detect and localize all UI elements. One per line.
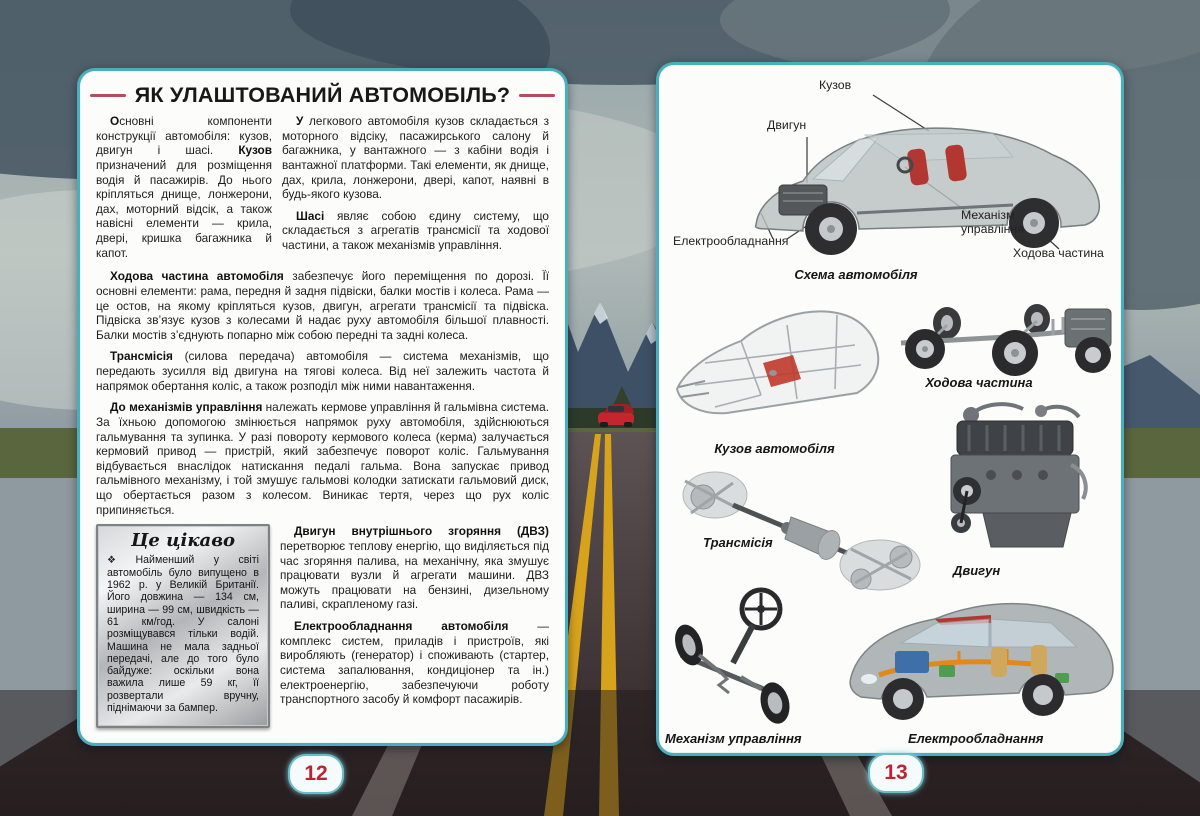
engine-photo [931, 395, 1099, 557]
electrical-photo [839, 581, 1119, 731]
bottom-columns [96, 524, 549, 728]
schema-label-elektro: Електрообладнання [673, 234, 789, 248]
car-schema-figure [661, 73, 1121, 285]
fact-box [96, 524, 270, 728]
body-frame-caption: Кузов автомобіля [714, 441, 835, 456]
page-title-row [96, 83, 549, 108]
page-title: ЯК УЛАШТОВАНИЙ АВТОМОБІЛЬ? [134, 83, 511, 107]
engine-caption: Двигун [953, 563, 1001, 578]
paragraph-khodova: Ходова частина автомобіля забезпечує його переміщення по дорозі. Її основні елементи: рама, передня й задня підвіски, балки мостів і колеса. Рама — це остов, на якому кріпляться кузов, двигун, агрегати трансмісії та підвіска. Підвіска зв’язує кузов з колесами й надає руху автомобіля більшої плавності. Балки мостів з’єднують попарно між собою передні та задні колеса. [96, 269, 550, 342]
steering-caption: Механізм управління [665, 731, 802, 746]
fact-box-text: ❖ Найменший у світі автомобіль було випущено в 1962 р. у Великій Британії. Його довжина — 134 см, ширина — 99 см, швидкість — 61 км/год. У салоні розміщувався тільки водій. Машина не мала задньої передачі, але до того було байдуже: оскільки вона важила лише 59 кг, її розвертали вручну, піднімаючи за бампер. [107, 554, 259, 714]
body-frame-photo [665, 293, 883, 438]
schema-label-dvyhun: Двигун [767, 118, 807, 132]
schema-label-mekhanizm: Механізм управління [961, 208, 1024, 236]
paragraph-components: Основні компоненти конструкції автомобіля: кузов, двигун і шасі. Кузов призначений для розміщення водія й пасажирів. До нього кріпляться днище, лонжерони, дах, моторний відсік, а також навісні елементи — крила, двері, кришка багажника й капот. [96, 114, 272, 260]
paragraph-mekhanizmy: До механізмів управління належать кермове управління й гальмівна система. За їхньою допомогою змінюється напрямок руху автомобіля, здійснюються гальмування та зупинка. У разі повороту кермового колеса (керма) залучається кермовий привод — пристрій, який забезпечує поворот коліс. Гальмування відбувається внаслідок натискання педалі гальма. Вона запускає привод гальмівного механізму, і той змушує гальмові колодки затискати гальмовий диск, що обертається разом з колесом. Виникає тертя, через що рух коліс припиняється. [96, 400, 549, 517]
title-dash-right [519, 94, 555, 97]
chassis-photo [887, 297, 1117, 379]
page-number-right: 13 [868, 753, 924, 793]
steering-photo [661, 585, 816, 727]
chassis-caption: Ходова частина [925, 375, 1033, 390]
right-page [656, 62, 1124, 756]
paragraph-elektro: Електрообладнання автомобіля — комплекс систем, приладів і пристроїв, які виробляють (генератор) і споживають (стартер, система запалювання, кондиціонер та ін.) електроенергію, забезпечуючи роботу транспортного засобу й комфорт пасажирів. [280, 619, 550, 707]
schema-caption: Схема автомобіля [794, 267, 918, 282]
fact-box-title: Це цікаво [130, 530, 236, 552]
left-page [77, 68, 568, 746]
schema-label-kuzov: Кузов [819, 78, 852, 92]
schema-label-khodova: Ходова частина [1013, 246, 1104, 260]
diamond-bullet-icon: ❖ [107, 555, 133, 567]
paragraph-shasi: Шасі являє собою єдину систему, що складається з агрегатів трансмісії та ходової частини, а також механізмів управління. [282, 208, 549, 252]
paragraph-dvz: Двигун внутрішнього згоряння (ДВЗ) перетворює теплову енергію, що виділяється під час згоряння палива, на механічну, яка змушує працювати вузли й агрегати машини. ДВЗ можуть працювати на бензині, дизельному паливі, скрапленому газі. [280, 524, 549, 612]
paragraph-transmisiya: Трансмісія (силова передача) автомобіля — система механізмів, що передають зусилля від двигуна на тягові колеса. Від неї залежить частота й напрямок обертання коліс, а також розподіл між ними навантаження. [96, 349, 549, 393]
transmission-caption: Трансмісія [703, 535, 773, 550]
paragraph-kuzov-types: У легкового автомобіля кузов складається з моторного відсіку, пасажирського салону й багажника, у вантажного — з кабіни водія і вантажної платформи. Такі елементи, як днище, дах, крила, лонжерони, двері, капот, наявні в будь-якого кузова. [282, 114, 549, 202]
electrical-caption: Електрообладнання [908, 731, 1044, 746]
transmission-photo [675, 457, 925, 597]
intro-column-right [282, 114, 549, 267]
intro-columns [96, 114, 549, 267]
intro-column-left [96, 114, 272, 267]
bottom-column-right [280, 524, 549, 728]
page-number-left: 12 [288, 754, 344, 794]
title-dash-left [90, 94, 126, 97]
